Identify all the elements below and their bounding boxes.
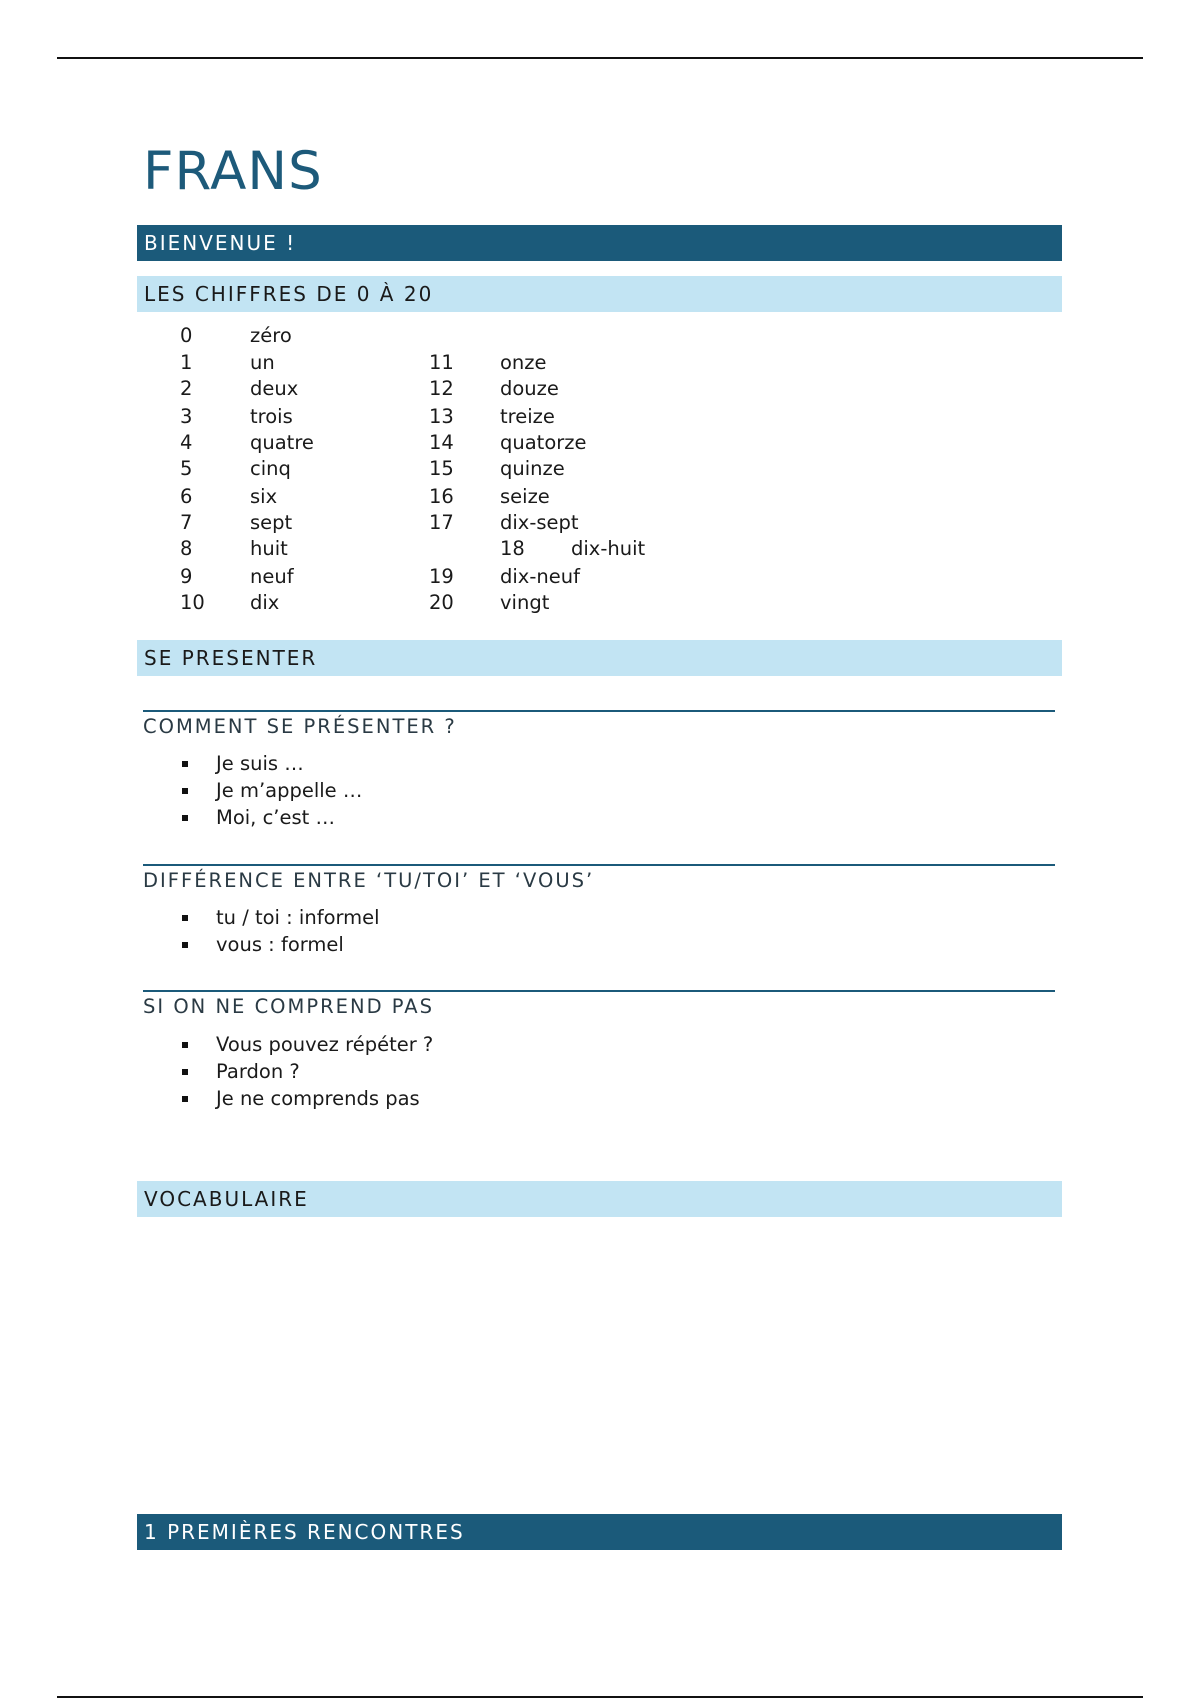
number-word: huit bbox=[250, 537, 288, 560]
section-header-vocabulary: VOCABULAIRE bbox=[137, 1181, 1062, 1217]
number-word: deux bbox=[250, 377, 299, 400]
number-word: neuf bbox=[250, 565, 294, 588]
section-header-presenter: SE PRESENTER bbox=[137, 640, 1062, 676]
number-word: quinze bbox=[500, 457, 565, 480]
number-word: douze bbox=[500, 377, 559, 400]
number-digit: 19 bbox=[429, 565, 454, 588]
number-digit: 10 bbox=[180, 591, 205, 614]
number-word: dix-huit bbox=[571, 537, 646, 560]
list-item: Vous pouvez répéter ? bbox=[0, 1031, 433, 1058]
document-title: FRANS bbox=[143, 141, 323, 202]
subheading-tu-vous: DIFFÉRENCE ENTRE ‘TU/TOI’ ET ‘VOUS’ bbox=[143, 864, 1055, 894]
bullet-list-how-to-introduce bbox=[0, 750, 362, 831]
section-header-numbers: LES CHIFFRES DE 0 À 20 bbox=[137, 276, 1062, 312]
number-word: seize bbox=[500, 485, 550, 508]
list-item: vous : formel bbox=[0, 931, 380, 958]
number-word: six bbox=[250, 485, 278, 508]
number-digit: 13 bbox=[429, 405, 454, 428]
number-word: zéro bbox=[250, 324, 292, 347]
number-digit: 16 bbox=[429, 485, 454, 508]
number-word: sept bbox=[250, 511, 293, 534]
number-digit: 2 bbox=[180, 377, 193, 400]
number-digit: 1 bbox=[180, 351, 193, 374]
number-digit: 15 bbox=[429, 457, 454, 480]
subheading-not-understand: SI ON NE COMPREND PAS bbox=[143, 990, 1055, 1020]
list-item: tu / toi : informel bbox=[0, 904, 380, 931]
number-digit: 4 bbox=[180, 431, 193, 454]
number-word: treize bbox=[500, 405, 555, 428]
number-digit: 0 bbox=[180, 324, 193, 347]
number-word: dix bbox=[250, 591, 280, 614]
list-item: Moi, c’est … bbox=[0, 804, 362, 831]
number-digit: 18 bbox=[500, 537, 525, 560]
list-item: Pardon ? bbox=[0, 1058, 433, 1085]
number-word: cinq bbox=[250, 457, 291, 480]
section-header-chapter-1: 1 PREMIÈRES RENCONTRES bbox=[137, 1514, 1062, 1550]
number-digit: 9 bbox=[180, 565, 193, 588]
number-digit: 11 bbox=[429, 351, 454, 374]
subheading-how-to-introduce: COMMENT SE PRÉSENTER ? bbox=[143, 710, 1055, 740]
number-word: un bbox=[250, 351, 275, 374]
number-word: quatorze bbox=[500, 431, 587, 454]
number-digit: 14 bbox=[429, 431, 454, 454]
number-digit: 17 bbox=[429, 511, 454, 534]
list-item: Je m’appelle … bbox=[0, 777, 362, 804]
number-digit: 3 bbox=[180, 405, 193, 428]
list-item: Je suis … bbox=[0, 750, 362, 777]
number-digit: 20 bbox=[429, 591, 454, 614]
number-word: dix-sept bbox=[500, 511, 579, 534]
number-word: trois bbox=[250, 405, 293, 428]
section-header-welcome: BIENVENUE ! bbox=[137, 225, 1062, 261]
number-word: dix-neuf bbox=[500, 565, 580, 588]
number-digit: 6 bbox=[180, 485, 193, 508]
bullet-list-not-understand bbox=[0, 1031, 433, 1112]
number-digit: 7 bbox=[180, 511, 193, 534]
number-digit: 12 bbox=[429, 377, 454, 400]
number-word: vingt bbox=[500, 591, 550, 614]
number-digit: 8 bbox=[180, 537, 193, 560]
list-item: Je ne comprends pas bbox=[0, 1085, 433, 1112]
number-word: onze bbox=[500, 351, 547, 374]
number-digit: 5 bbox=[180, 457, 193, 480]
page-bottom-rule bbox=[57, 1696, 1143, 1698]
page-top-rule bbox=[57, 57, 1143, 59]
bullet-list-tu-vous bbox=[0, 904, 380, 958]
number-word: quatre bbox=[250, 431, 314, 454]
